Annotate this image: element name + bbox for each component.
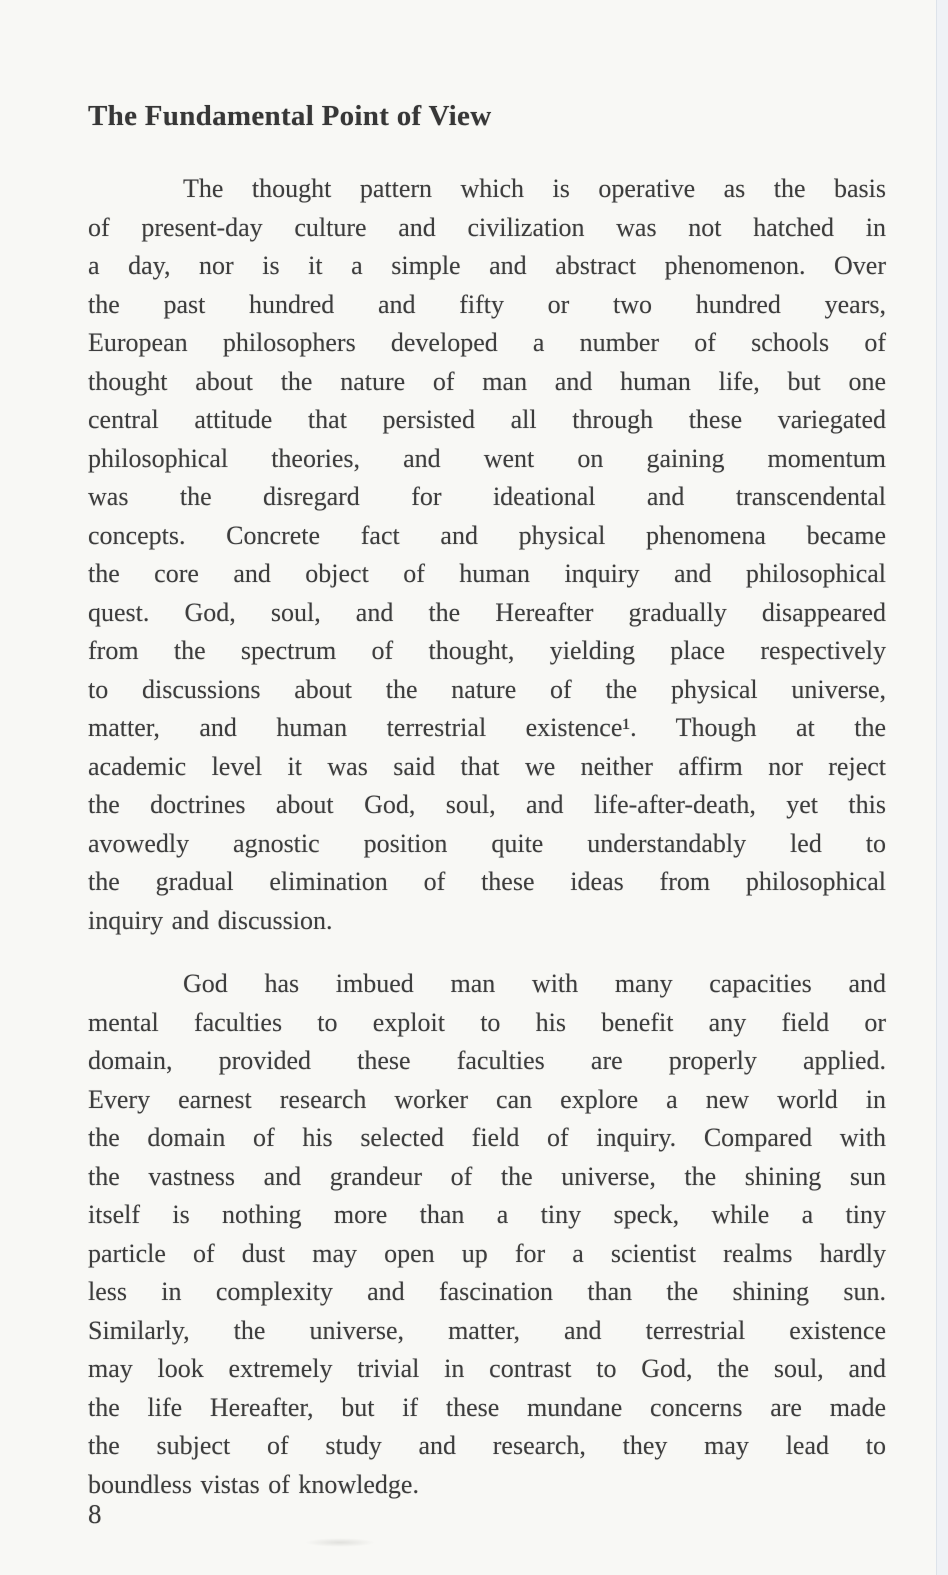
text-line: itself is nothing more than a tiny speck, while a tiny <box>88 1200 886 1229</box>
text-line: philosophical theories, and went on gaining momentum <box>88 443 886 473</box>
text-line: the past hundred and fifty or two hundred years, <box>88 289 886 319</box>
scan-smudge <box>305 1538 375 1547</box>
text-line: was the disregard for ideational and transcendental <box>88 482 886 511</box>
scan-edge <box>936 0 948 1575</box>
text-line: The thought pattern which is operative as the basis <box>183 174 886 203</box>
text-line: from the spectrum of thought, yielding place respectively <box>88 636 886 665</box>
text-line: boundless vistas of knowledge. <box>88 1469 419 1499</box>
page-number: 8 <box>88 1499 102 1529</box>
text-line: inquiry and discussion. <box>88 905 333 935</box>
text-line: the gradual elimination of these ideas from philosophical <box>88 867 886 896</box>
text-line: of present-day culture and civilization was not hatched in <box>88 212 886 242</box>
text-line: concepts. Concrete fact and physical phenomena became <box>88 520 886 550</box>
body-text <box>88 170 886 1504</box>
text-line: quest. God, soul, and the Hereafter gradually disappeared <box>88 597 886 627</box>
text-line: Every earnest research worker can explore a new world in <box>88 1084 886 1114</box>
page-content <box>88 99 886 1504</box>
text-line: domain, provided these faculties are properly applied. <box>88 1046 886 1075</box>
text-line: European philosophers developed a number of schools of <box>88 328 886 357</box>
text-line: the domain of his selected field of inquiry. Compared with <box>88 1123 886 1152</box>
text-line: central attitude that persisted all through these variegated <box>88 405 886 434</box>
text-line: may look extremely trivial in contrast to God, the soul, and <box>88 1354 886 1383</box>
page-title: The Fundamental Point of View <box>88 100 492 132</box>
text-line: particle of dust may open up for a scientist realms hardly <box>88 1238 886 1268</box>
text-line: the doctrines about God, soul, and life-after-death, yet this <box>88 790 886 819</box>
text-line: the subject of study and research, they may lead to <box>88 1431 886 1460</box>
text-line: thought about the nature of man and human life, but one <box>88 366 886 396</box>
text-line: God has imbued man with many capacities and <box>183 969 886 998</box>
text-line: the life Hereafter, but if these mundane concerns are made <box>88 1392 886 1422</box>
text-line: academic level it was said that we neither affirm nor reject <box>88 751 886 781</box>
paragraph <box>88 965 886 1504</box>
text-line: a day, nor is it a simple and abstract phenomenon. Over <box>88 251 886 280</box>
paragraph <box>88 170 886 940</box>
text-line: Similarly, the universe, matter, and terrestrial existence <box>88 1315 886 1345</box>
text-line: to discussions about the nature of the physical universe, <box>88 674 886 704</box>
text-line: matter, and human terrestrial existence¹. Though at the <box>88 713 886 742</box>
text-line: avowedly agnostic position quite understandably led to <box>88 828 886 858</box>
text-line: mental faculties to exploit to his benefit any field or <box>88 1007 886 1037</box>
text-line: less in complexity and fascination than the shining sun. <box>88 1277 886 1306</box>
text-line: the vastness and grandeur of the universe, the shining sun <box>88 1161 886 1191</box>
text-line: the core and object of human inquiry and philosophical <box>88 559 886 588</box>
